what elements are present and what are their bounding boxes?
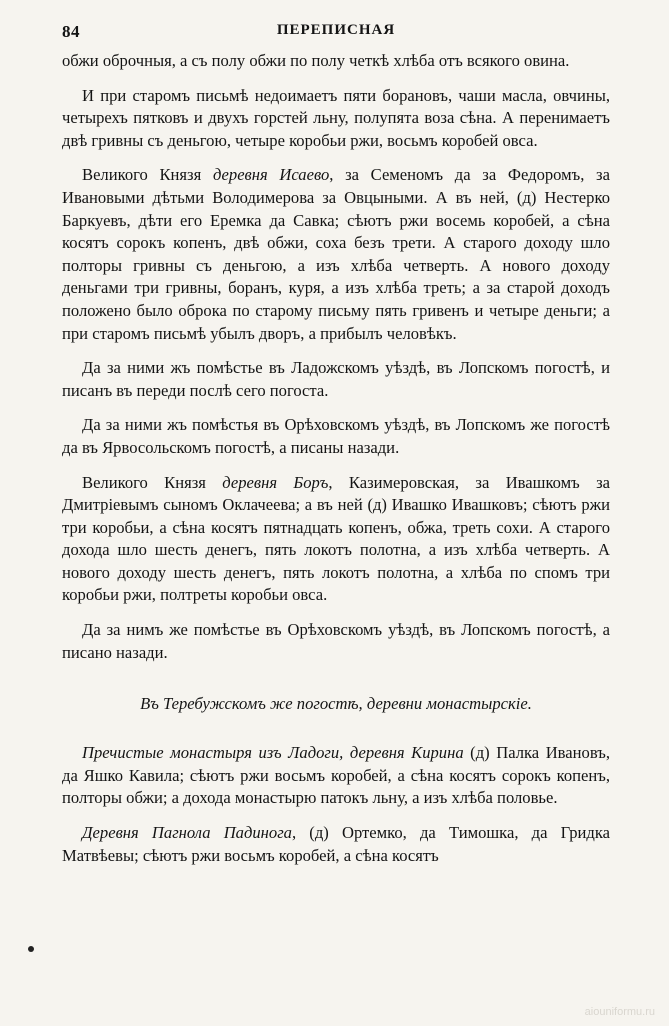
italic-text: Пречистые монастыря изъ Ладоги, деревня Кирина [82,743,464,763]
paragraph [62,164,610,345]
paragraph [62,357,610,402]
text-body-top [62,50,610,664]
paragraph-text: Да за нимъ же помѣстье въ Орѣховскомъ уѣздѣ, въ Лопскомъ погостѣ, а писано назади. [62,620,610,662]
paragraph [62,619,610,664]
paragraph [62,50,610,73]
paragraph [62,472,610,608]
section-heading: Въ Теребужскомъ же погостѣ, деревни монастырскіе. [140,694,532,714]
italic-text: Деревня Пагнола Падинога [82,823,292,843]
paragraph-text: Великого Князя [82,165,213,185]
paragraph-text: , за Семеномъ да за Федоромъ, за Ивановыми дѣтьми Володимерова за Овцыными. А въ ней, (д) Нестерко Баркуевъ, дѣти его Еремка да Савка; сѣютъ ржи восемь коробей, а сѣна косятъ сорокъ копенъ, двѣ обжи, соха безъ трети. А старого доходу шло полторы гривны съ деньгою, а изъ хлѣба четверть. А нового доходу деньгами три гривны, боранъ, куря, а изъ хлѣба треть; а за старой доходъ положено было оброка по старому письму пять гривенъ и четыре деньги; а при старомъ письмѣ убылъ дворъ, а прибылъ человѣкъ. [62,165,610,343]
paragraph [62,742,610,810]
margin-dot [28,946,34,952]
paragraph [62,85,610,153]
book-page [62,22,610,879]
paragraph-text: Да за ними жъ помѣстье въ Ладожскомъ уѣздѣ, въ Лопскомъ погостѣ, и писанъ въ переди послѣ сего погоста. [62,358,610,400]
page-number: 84 [62,22,80,41]
watermark: aiouniformu.ru [584,1006,655,1018]
italic-text: деревня Боръ [222,472,329,492]
paragraph-text: , Казимеровская, за Ивашкомъ за Дмитріевымъ сыномъ Оклачеева; а въ ней (д) Ивашко Ивашковъ; сѣютъ ржи три коробьи, а сѣна косятъ пятнадцать копенъ, обжа, треть сохи. А старого дохода шло шесть денегъ, пять локотъ полотна, а изъ хлѣба четверть. А нового доходу шесть денегъ, пять локотъ полотна, а хлѣба по спомъ три коробьи ржи, полтреты коробьи овса. [62,472,610,605]
paragraph-text: И при старомъ письмѣ недоимаетъ пяти борановъ, чаши масла, овчины, четырехъ пятковъ и двухъ горстей льну, полупята воза сѣна. А перенимаетъ двѣ гривны съ деньгою, четыре коробьи ржи, восьмъ коробей овса. [62,85,610,150]
paragraph [62,414,610,459]
page-header [62,22,610,48]
paragraph-text: Великого Князя [82,472,223,492]
paragraph-text: обжи оброчныя, а съ полу обжи по полу четкѣ хлѣба отъ всякого овина. [62,51,570,70]
paragraph-text: Да за ними жъ помѣстья въ Орѣховскомъ уѣздѣ, въ Лопскомъ же погостѣ да въ Ярвосольскомъ погостѣ, а писаны назади. [62,415,610,457]
paragraph-text: , (д) Ортемко, да Тимошка, да Гридка Матвѣевы; сѣютъ ржи восьмъ коробей, а сѣна косятъ [62,823,610,865]
paragraph [62,822,610,867]
running-head: ПЕРЕПИСНАЯ [276,22,396,38]
italic-text: деревня Исаево [212,165,330,185]
text-body-bottom [62,742,610,867]
paragraph-text: (д) Палка Ивановъ, да Яшко Кавила; сѣютъ ржи восьмъ коробей, а сѣна косятъ сорокъ копенъ, полторы обжи; а дохода монастырю патокъ льну, а изъ хлѣба половье. [62,743,610,808]
